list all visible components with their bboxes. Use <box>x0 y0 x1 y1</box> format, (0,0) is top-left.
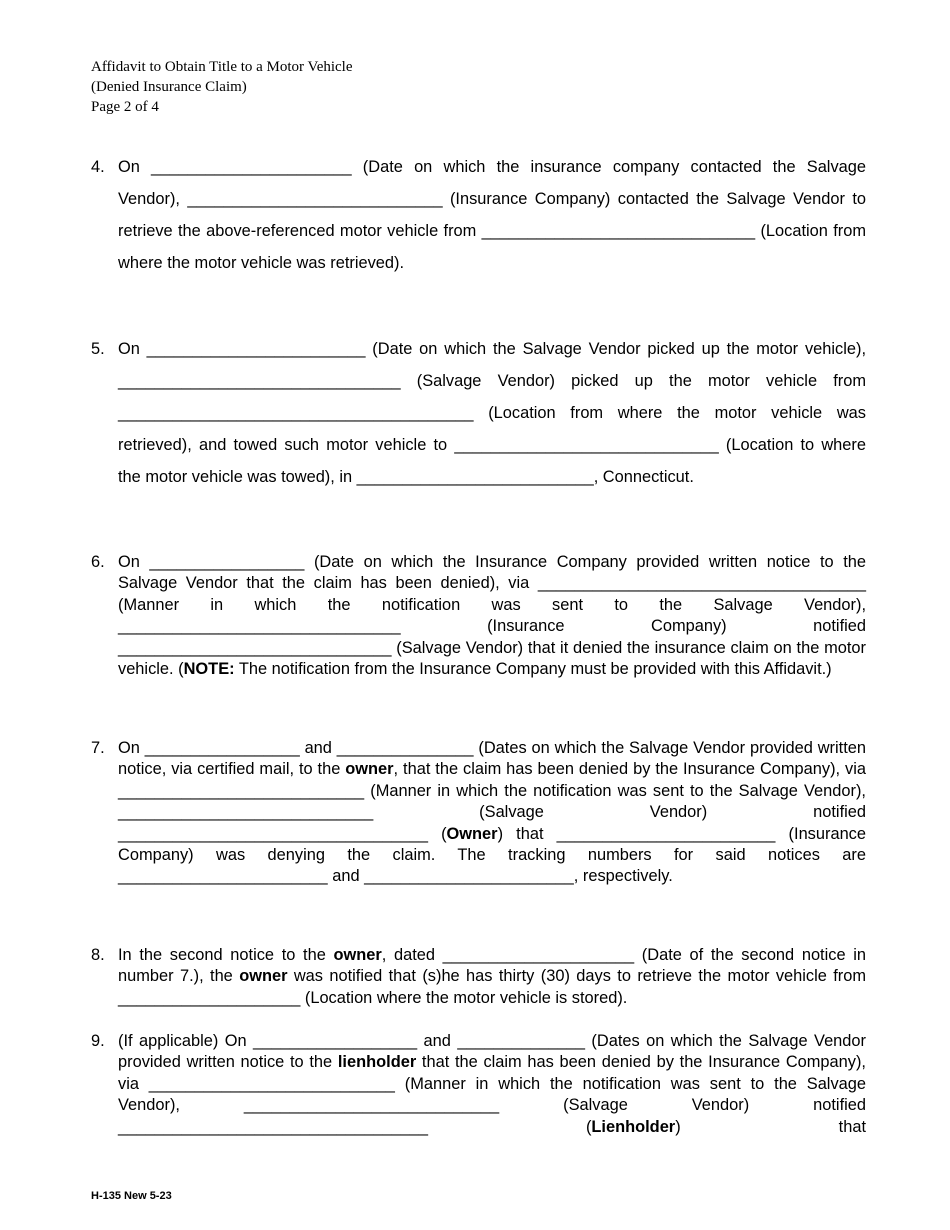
paragraph-text <box>118 1031 866 1138</box>
form-subtitle: (Denied Insurance Claim) <box>91 79 247 95</box>
paragraph-text <box>118 738 866 888</box>
text-segment: , dated _____________________ (Date of the second notice in number 7.), the <box>118 946 866 986</box>
text-segment: In the second notice to the <box>118 946 334 964</box>
bold-term: Lienholder <box>591 1117 676 1136</box>
page-number: Page 2 of 4 <box>91 99 159 115</box>
text-segment: that the claim has been denied by the Insurance Company), via ___________________________ (Manner in which the notification was sent to the Salvage Vendor), ____________________________ (Salvage Vendor) notified __________________________________ ( <box>118 1053 866 1136</box>
text-segment: ) that <box>675 1117 866 1136</box>
paragraph-5 <box>91 333 866 493</box>
bold-term: lienholder <box>337 1053 417 1072</box>
text-segment: On _________________ (Date on which the Insurance Company provided written notice to the Salvage Vendor that the claim has been denied), via ____________________________________ (Manner in which the notification was sent to the Salvage Vendor), _______________________________ (Insurance Company) notified ______________________________ (Salvage Vendor) that it denied the insurance claim on the motor vehicle. ( <box>118 553 866 679</box>
item-number: 6. <box>91 553 105 571</box>
paragraph-text <box>118 552 866 680</box>
document-header <box>91 57 353 117</box>
paragraph-9 <box>91 1031 866 1138</box>
paragraph-text <box>118 945 866 1009</box>
text-segment: The notification from the Insurance Company must be provided with this Affidavit.) <box>234 660 832 679</box>
bold-term: owner <box>239 967 288 986</box>
bold-term: owner <box>345 760 394 779</box>
item-number: 5. <box>91 340 105 358</box>
bold-term: owner <box>333 946 382 964</box>
note-label: NOTE: <box>183 660 235 679</box>
paragraph-4 <box>91 151 866 279</box>
bold-term: Owner <box>446 824 498 843</box>
form-title: Affidavit to Obtain Title to a Motor Vehicle <box>91 59 353 75</box>
text-segment: , that the claim has been denied by the Insurance Company), via ___________________________ (Manner in which the notification was sent to the Salvage Vendor), ____________________________ (Salvage Vendor) notified __________________________________ ( <box>118 760 866 843</box>
text-segment: was notified that (s)he has thirty (30) days to retrieve the motor vehicle from ____________________ (Location where the motor vehicle is stored). <box>118 967 866 1007</box>
paragraph-text: On ________________________ (Date on which the Salvage Vendor picked up the motor vehicle), _______________________________ (Salvage Vendor) picked up the motor vehicle from _______________________________________ (Location from where the motor vehicle was retrieved), and towed such motor vehicle to _____________________________ (Location to where the motor vehicle was towed), in __________________________, Connecticut. <box>118 340 866 486</box>
item-number: 9. <box>91 1032 105 1050</box>
paragraph-8 <box>91 945 866 1009</box>
item-number: 7. <box>91 739 105 757</box>
paragraph-6 <box>91 552 866 680</box>
text-segment: (If applicable) On __________________ and ______________ (Dates on which the Salvage Vendor provided written notice to the <box>118 1032 866 1072</box>
text-segment: On _________________ and _______________ (Dates on which the Salvage Vendor provided written notice, via certified mail, to the <box>118 739 866 779</box>
paragraph-text: On ______________________ (Date on which the insurance company contacted the Salvage Vendor), ____________________________ (Insurance Company) contacted the Salvage Vendor to retrieve the above-referenced motor vehicle from ______________________________ (Location from where the motor vehicle was retrieved). <box>118 158 866 272</box>
item-number: 4. <box>91 158 105 176</box>
item-number: 8. <box>91 946 105 964</box>
form-code-footer: H-135 New 5-23 <box>91 1190 172 1202</box>
text-segment: ) that ________________________ (Insurance Company) was denying the claim. The tracking numbers for said notices are _______________________ and _______________________, respectively. <box>118 824 866 886</box>
paragraph-7 <box>91 738 866 888</box>
